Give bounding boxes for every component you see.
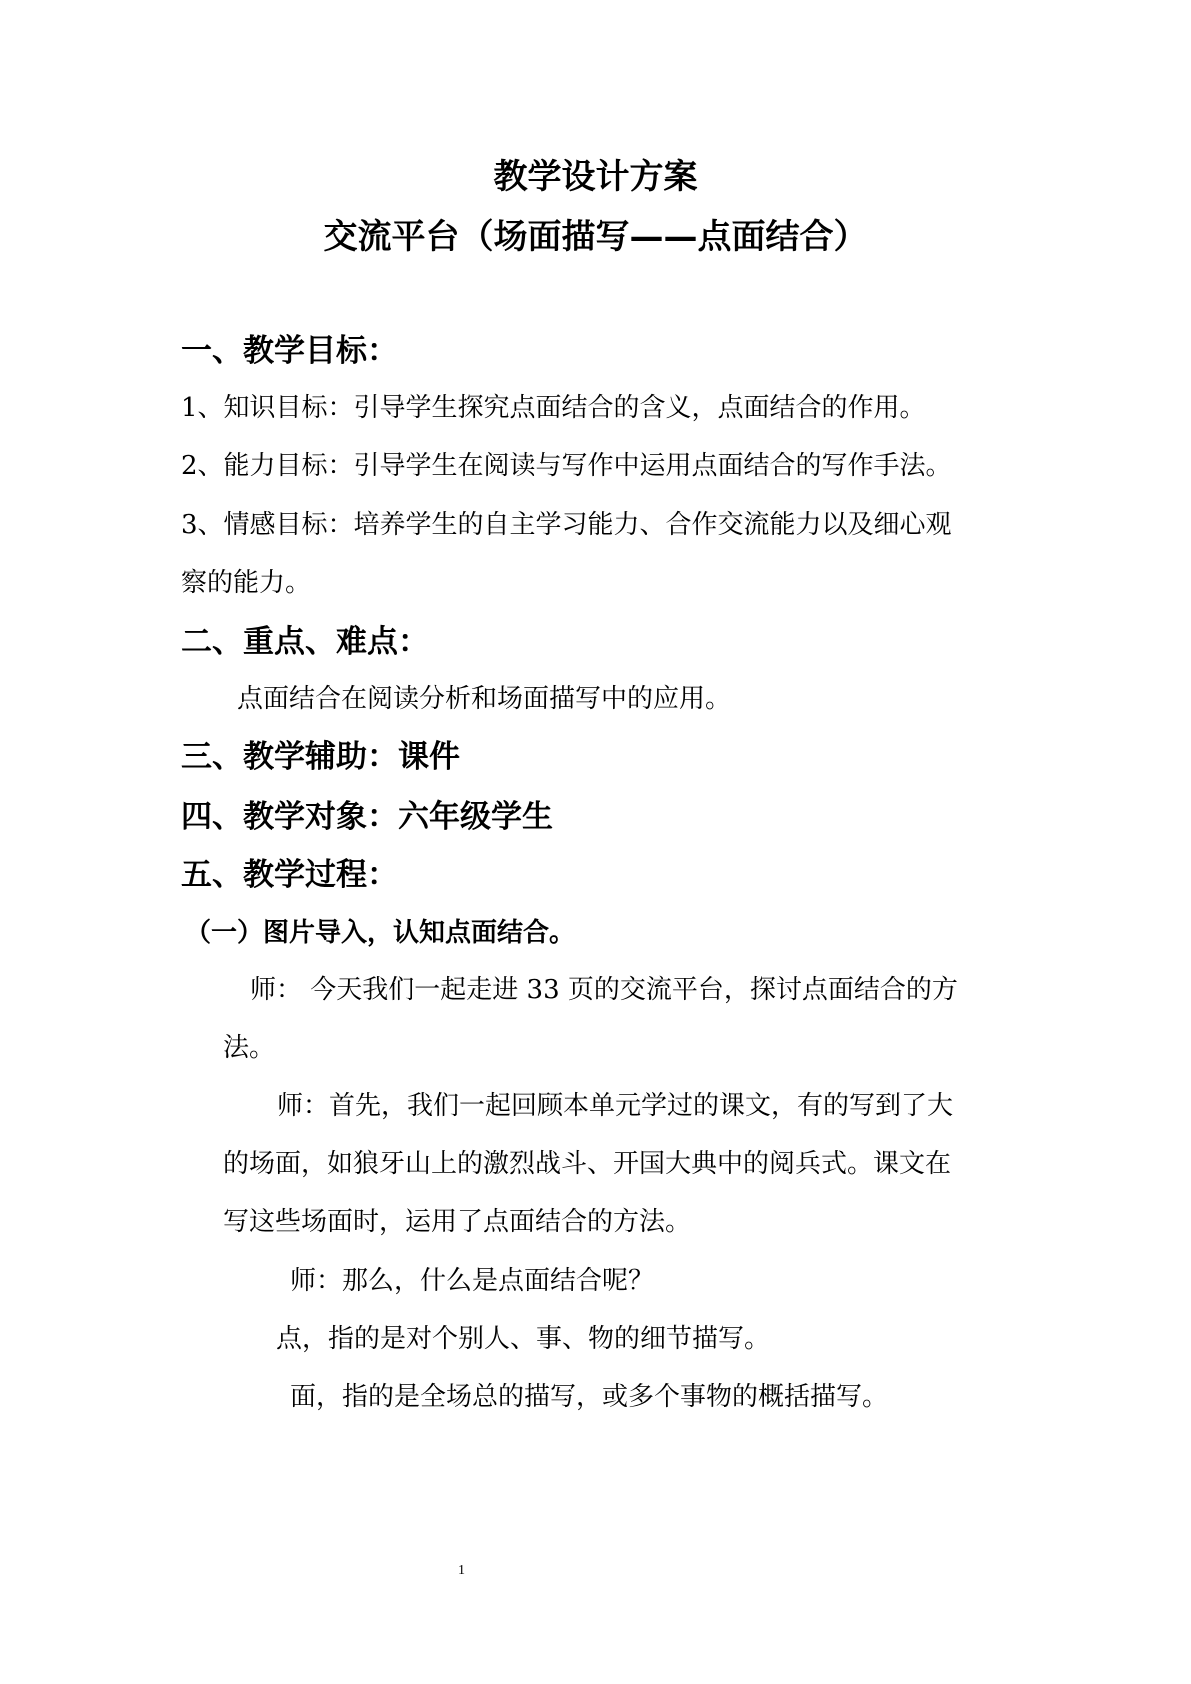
section-heading-process: 五、教学过程：	[181, 857, 398, 893]
section-heading-audience: 四、教学对象：六年级学生	[181, 799, 553, 835]
goal-item-emotion: 3、情感目标：培养学生的自主学习能力、合作交流能力以及细心观	[181, 510, 952, 540]
keypoints-text: 点面结合在阅读分析和场面描写中的应用。	[237, 684, 732, 714]
process-line-1: 师： 今天我们一起走进 33 页的交流平台，探讨点面结合的方	[250, 975, 958, 1005]
document-subtitle: 交流平台（场面描写——点面结合）	[323, 217, 868, 257]
goal-item-ability: 2、能力目标：引导学生在阅读与写作中运用点面结合的写作手法。	[181, 451, 952, 481]
section-heading-goals: 一、教学目标：	[181, 333, 398, 369]
document-title: 教学设计方案	[493, 157, 698, 197]
process-line-3: 师：首先，我们一起回顾本单元学过的课文，有的写到了大	[277, 1091, 954, 1121]
process-line-8: 面，指的是全场总的描写，或多个事物的概括描写。	[290, 1382, 889, 1412]
goal-item-knowledge: 1、知识目标：引导学生探究点面结合的含义，点面结合的作用。	[181, 393, 926, 423]
section-heading-keypoints: 二、重点、难点：	[181, 624, 429, 660]
process-line-2: 法。	[223, 1033, 276, 1063]
process-step1-heading: （一）图片导入，认知点面结合。	[185, 918, 576, 948]
section-heading-aids: 三、教学辅助：课件	[181, 739, 460, 775]
process-line-4: 的场面，如狼牙山上的激烈战斗、开国大典中的阅兵式。课文在	[223, 1149, 952, 1179]
process-line-5: 写这些场面时，运用了点面结合的方法。	[223, 1207, 692, 1237]
goal-item-emotion-cont: 察的能力。	[181, 568, 312, 598]
process-line-7: 点，指的是对个别人、事、物的细节描写。	[276, 1324, 771, 1354]
page-number: 1	[458, 1563, 465, 1578]
process-line-6: 师：那么，什么是点面结合呢？	[290, 1266, 655, 1296]
